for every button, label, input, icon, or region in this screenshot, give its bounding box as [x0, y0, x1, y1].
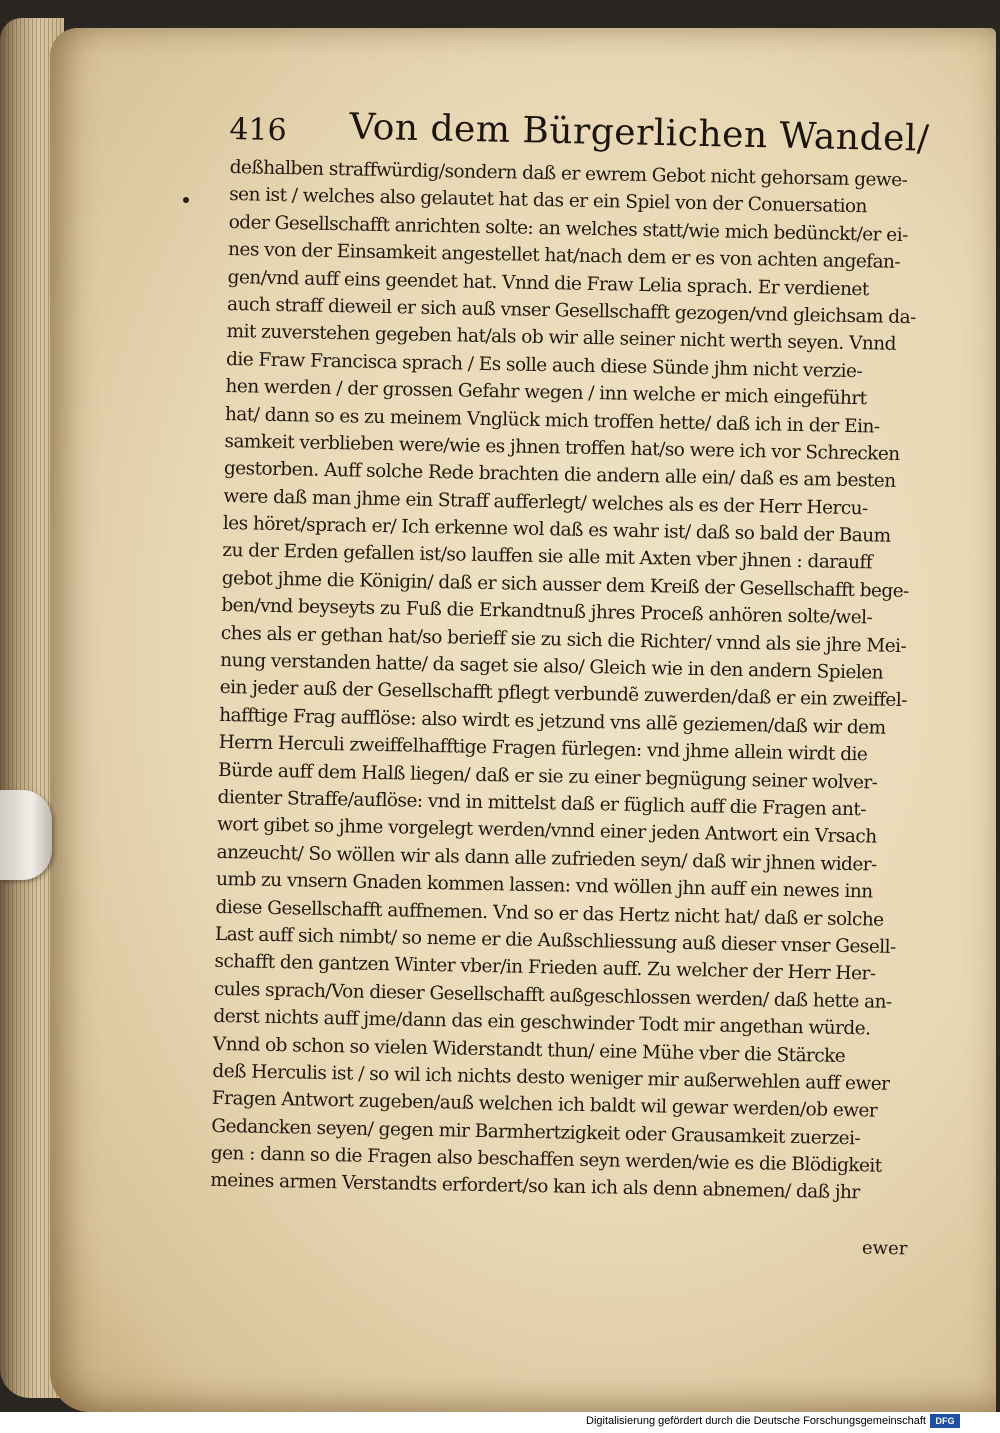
text-line: hafftige Frag aufflöse: also wirdt es jetzund vns allẽ geziemen/daß wir dem [219, 704, 886, 739]
text-line: sen ist / welches also gelautet hat das er ein Spiel von der Conuersation [229, 184, 868, 218]
text-line: gen : dann so die Fragen also beschaffen seyn werden/wie es die Blödigkeit [210, 1142, 882, 1177]
text-line: schafft den gantzen Winter vber/in Frieden auff. Zu welcher der Herr Her- [214, 951, 876, 985]
catchword: ewer [861, 1237, 908, 1260]
text-line: ben/vnd beyseyts zu Fuß die Erkandtnuß jhres Proceß anhören solte/wel- [221, 595, 873, 629]
text-line: Herrn Herculi zweiffelhafftige Fragen fürlegen: vnd jhme allein wirdt die [218, 732, 868, 766]
text-line: gen/vnd auff eins geendet hat. Vnnd die Fraw Lelia sprach. Er verdienet [227, 266, 869, 300]
footer-credit [586, 1414, 960, 1428]
text-line: ches als er gethan hat/so berieff sie zu sich die Richter/ vnnd als sie jhre Mei- [220, 622, 907, 657]
margin-mark [183, 197, 189, 203]
text-line: Last auff sich nimbt/ so neme er die Außschliessung auß dieser vnser Gesell- [214, 923, 896, 958]
text-line: diese Gesellschafft auffnemen. Vnd so er das Hertz nicht hat/ daß er solche [215, 896, 884, 931]
running-head: Von dem Bürgerlichen Wandel/ [349, 106, 930, 160]
text-line: hen werden / der grossen Gefahr wegen / inn welche er mich eingeführt [225, 376, 867, 410]
text-line: gestorben. Auff solche Rede brachten die andern alle ein/ daß es am besten [223, 458, 896, 493]
text-line: samkeit verblieben were/wie es jhnen troffen hat/so were ich vor Schrecken [224, 430, 900, 465]
text-line: Gedancken seyen/ gegen mir Barmhertzigkeit oder Grausamkeit zuerzei- [211, 1115, 861, 1149]
text-line: umb zu vnsern Gnaden kommen lassen: vnd wöllen jhn auff ein newes inn [215, 869, 873, 903]
text-line: nes von der Einsamkeit angestellet hat/nach dem er es von achten angefan- [227, 239, 901, 274]
text-line: hat/ dann so es zu meinem Vnglück mich troffen hette/ daß ich in der Ein- [224, 403, 880, 438]
text-line: deß Herculis ist / so wil ich nichts desto weniger mir außerwehlen auff ewer [212, 1060, 890, 1095]
text-line: ein jeder auß der Gesellschafft pflegt verbundẽ zuwerden/daß er ein zweiffel- [219, 677, 908, 712]
text-line: meines armen Verstandts erfordert/so kan ich als denn abnemen/ daß jhr [210, 1170, 860, 1204]
text-line: oder Gesellschafft anrichten solte: an welches statt/wie mich bedünckt/er ei- [228, 211, 908, 246]
text-line: nung verstanden hatte/ da saget sie also/ Gleich wie in den andern Spielen [220, 649, 884, 684]
text-line: die Fraw Francisca sprach / Es solle auch diese Sünde jhm nicht verzie- [225, 348, 863, 382]
text-line: mit zuverstehen gegeben hat/als ob wir alle seiner nicht werth seyen. Vnnd [226, 321, 897, 356]
text-line: les höret/sprach er/ Ich erkenne wol daß es wahr ist/ daß so bald der Baum [222, 513, 891, 547]
text-line: derst nichts auff jme/dann das ein geschwinder Todt mir angethan würde. [213, 1005, 871, 1040]
text-line: zu der Erden gefallen ist/so lauffen sie alle mit Axten vber jhnen : darauff [222, 540, 873, 574]
dfg-logo: DFG [930, 1414, 960, 1428]
text-line: Bürde auff dem Halß liegen/ daß er sie zu einer begnügung seiner wolver- [217, 759, 878, 794]
page-clip [0, 790, 52, 880]
text-line: gebot jhme die Königin/ daß er sich ausser dem Kreiß der Gesellschafft bege- [221, 567, 910, 602]
page-number: 416 [229, 111, 288, 149]
text-line: dienter Straffe/auflöse: vnd in mittelst daß er füglich auff die Fragen ant- [217, 786, 867, 821]
body-text [210, 154, 942, 1208]
funding-credit-text: Digitalisierung gefördert durch die Deutsche Forschungsgemeinschaft [586, 1415, 926, 1427]
text-line: cules sprach/Von dieser Gesellschafft außgeschlossen werden/ daß hette an- [213, 978, 892, 1013]
text-line: wort gibet so jhme vorgelegt werden/vnnd einer jeden Antwort ein Vrsach [216, 814, 877, 848]
text-line: anzeucht/ So wöllen wir als dann alle zufrieden seyn/ daß wir jhnen wider- [216, 841, 877, 876]
text-line: auch straff dieweil er sich auß vnser Gesellschafft gezogen/vnd gleichsam da- [226, 293, 916, 329]
text-line: Fragen Antwort zugeben/auß welchen ich baldt wil gewar werden/ob ewer [211, 1088, 878, 1122]
text-line: Vnnd ob schon so vielen Widerstandt thun/ eine Mühe vber die Stärcke [212, 1033, 846, 1067]
text-line: were daß man jhme ein Straff aufferlegt/ welches als es der Herr Hercu- [223, 485, 868, 519]
text-line: deßhalben straffwürdig/sondern daß er ewrem Gebot nicht gehorsam gewe- [229, 156, 908, 192]
